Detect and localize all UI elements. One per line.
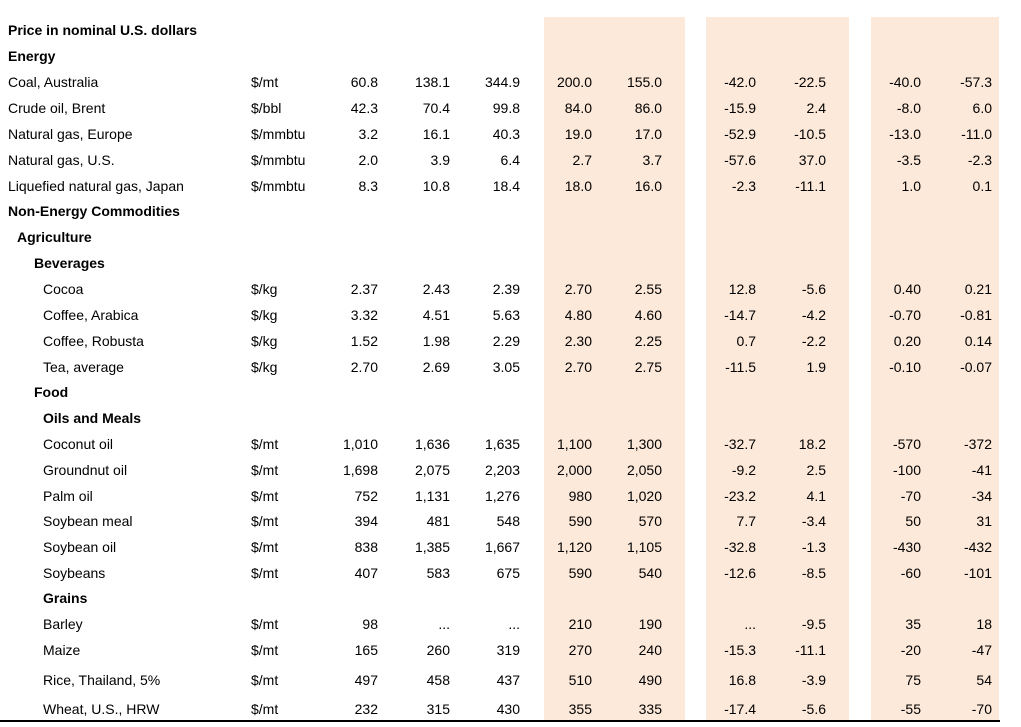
value-cell: 1.0 <box>901 178 921 194</box>
value-cell: 19.0 <box>564 126 592 142</box>
value-cell: 1,385 <box>414 539 450 555</box>
value-cell: 18 <box>976 616 992 632</box>
value-cell: -430 <box>892 539 921 555</box>
value-cell: 190 <box>638 616 662 632</box>
section-header-row <box>0 201 1021 221</box>
value-cell: 2,000 <box>556 462 592 478</box>
value-cell: 980 <box>568 488 592 504</box>
value-cell: 430 <box>496 701 520 717</box>
value-cell: 394 <box>354 513 378 529</box>
section-header-row <box>0 227 1021 247</box>
value-cell: 7.7 <box>736 513 756 529</box>
value-cell: 16.8 <box>728 672 756 688</box>
commodity-label: Natural gas, U.S. <box>8 152 115 168</box>
table-row <box>0 511 1021 531</box>
commodity-label: Rice, Thailand, 5% <box>43 672 161 688</box>
value-cell: -372 <box>963 436 992 452</box>
value-cell: 2.4 <box>806 100 826 116</box>
commodity-label: Barley <box>43 616 83 632</box>
value-cell: 2.29 <box>492 333 520 349</box>
value-cell: -0.07 <box>960 359 992 375</box>
value-cell: 344.9 <box>484 74 520 90</box>
section-label: Energy <box>8 48 56 64</box>
value-cell: 570 <box>638 513 662 529</box>
value-cell: -17.4 <box>724 701 756 717</box>
table-row <box>0 150 1021 170</box>
value-cell: 1.52 <box>350 333 378 349</box>
value-cell: -34 <box>971 488 992 504</box>
value-cell: 4.1 <box>806 488 826 504</box>
commodity-label: Palm oil <box>43 488 93 504</box>
value-cell: -32.8 <box>724 539 756 555</box>
value-cell: -15.9 <box>724 100 756 116</box>
value-cell: 6.4 <box>500 152 520 168</box>
value-cell: 18.0 <box>564 178 592 194</box>
value-cell: 2.30 <box>564 333 592 349</box>
value-cell: 2,203 <box>484 462 520 478</box>
value-cell: 2.39 <box>492 281 520 297</box>
value-cell: 12.8 <box>728 281 756 297</box>
value-cell: 2.43 <box>422 281 450 297</box>
value-cell: 0.1 <box>972 178 992 194</box>
unit-cell: $/kg <box>251 359 278 375</box>
commodity-label: Coffee, Arabica <box>43 307 139 323</box>
value-cell: 2.70 <box>564 359 592 375</box>
table-row <box>0 72 1021 92</box>
value-cell: 3.2 <box>358 126 378 142</box>
commodity-label: Wheat, U.S., HRW <box>43 701 160 717</box>
commodity-label: Crude oil, Brent <box>8 100 106 116</box>
value-cell: 3.7 <box>642 152 662 168</box>
table-row <box>0 563 1021 583</box>
unit-cell: $/kg <box>251 333 278 349</box>
table-row <box>0 279 1021 299</box>
value-cell: 490 <box>638 672 662 688</box>
unit-cell: $/mt <box>251 539 279 555</box>
value-cell: -60 <box>900 565 921 581</box>
table-row <box>0 614 1021 634</box>
commodity-label: Groundnut oil <box>43 462 128 478</box>
value-cell: -13.0 <box>889 126 921 142</box>
value-cell: -9.5 <box>801 616 826 632</box>
value-cell: 18.4 <box>492 178 520 194</box>
commodity-label: Liquefied natural gas, Japan <box>8 178 184 194</box>
value-cell: 1,300 <box>626 436 662 452</box>
table-row <box>0 434 1021 454</box>
value-cell: -101 <box>963 565 992 581</box>
value-cell: 1,100 <box>556 436 592 452</box>
value-cell: 1,636 <box>414 436 450 452</box>
unit-cell: $/mt <box>251 74 279 90</box>
table-row <box>0 124 1021 144</box>
value-cell: 84.0 <box>564 100 592 116</box>
value-cell: ... <box>744 616 756 632</box>
value-cell: 0.40 <box>893 281 921 297</box>
value-cell: -100 <box>892 462 921 478</box>
section-header-row <box>0 46 1021 66</box>
value-cell: -20 <box>900 642 921 658</box>
section-header-row <box>0 588 1021 608</box>
value-cell: 355 <box>568 701 592 717</box>
unit-cell: $/kg <box>251 307 278 323</box>
value-cell: -11.1 <box>795 642 826 658</box>
commodity-label: Tea, average <box>43 359 124 375</box>
unit-cell: $/mt <box>251 565 279 581</box>
value-cell: 540 <box>638 565 662 581</box>
value-cell: 3.05 <box>492 359 520 375</box>
value-cell: 31 <box>976 513 992 529</box>
value-cell: 3.9 <box>430 152 450 168</box>
value-cell: 0.21 <box>964 281 992 297</box>
value-cell: 590 <box>568 565 592 581</box>
table-row <box>0 305 1021 325</box>
value-cell: 1,131 <box>414 488 450 504</box>
table-row <box>0 98 1021 118</box>
commodity-label: Maize <box>43 642 81 658</box>
value-cell: -41 <box>971 462 992 478</box>
value-cell: -42.0 <box>724 74 756 90</box>
table-title-row <box>0 20 1021 40</box>
value-cell: 50 <box>905 513 921 529</box>
section-header-row <box>0 253 1021 273</box>
unit-cell: $/mt <box>251 616 279 632</box>
value-cell: 5.63 <box>492 307 520 323</box>
section-label: Food <box>34 384 69 400</box>
value-cell: 2.0 <box>358 152 378 168</box>
value-cell: -57.3 <box>960 74 992 90</box>
value-cell: 4.60 <box>634 307 662 323</box>
value-cell: ... <box>508 616 520 632</box>
value-cell: 2.75 <box>634 359 662 375</box>
value-cell: 10.8 <box>422 178 450 194</box>
value-cell: 1.98 <box>422 333 450 349</box>
unit-cell: $/bbl <box>251 100 282 116</box>
value-cell: -70 <box>900 488 921 504</box>
commodity-label: Natural gas, Europe <box>8 126 133 142</box>
unit-cell: $/mt <box>251 701 279 717</box>
value-cell: 98 <box>362 616 378 632</box>
value-cell: -3.4 <box>801 513 826 529</box>
value-cell: 16.1 <box>422 126 450 142</box>
value-cell: 54 <box>976 672 992 688</box>
section-label: Beverages <box>34 255 105 271</box>
value-cell: 0.14 <box>964 333 992 349</box>
value-cell: -4.2 <box>801 307 826 323</box>
value-cell: 2.37 <box>350 281 378 297</box>
value-cell: 165 <box>354 642 378 658</box>
table-row <box>0 640 1021 660</box>
value-cell: 2.70 <box>564 281 592 297</box>
value-cell: 240 <box>638 642 662 658</box>
value-cell: -12.6 <box>724 565 756 581</box>
value-cell: 99.8 <box>492 100 520 116</box>
value-cell: 2.5 <box>806 462 826 478</box>
unit-cell: $/mmbtu <box>251 178 306 194</box>
value-cell: 1,010 <box>342 436 378 452</box>
value-cell: 458 <box>426 672 450 688</box>
value-cell: -5.6 <box>801 701 826 717</box>
table-row <box>0 699 1021 719</box>
unit-cell: $/mt <box>251 462 279 478</box>
value-cell: -57.6 <box>724 152 756 168</box>
value-cell: 510 <box>568 672 592 688</box>
value-cell: 1,635 <box>484 436 520 452</box>
value-cell: 548 <box>496 513 520 529</box>
value-cell: 3.32 <box>350 307 378 323</box>
value-cell: 18.2 <box>798 436 826 452</box>
value-cell: 2.70 <box>350 359 378 375</box>
value-cell: 315 <box>426 701 450 717</box>
unit-cell: $/kg <box>251 281 278 297</box>
table-row <box>0 176 1021 196</box>
value-cell: 70.4 <box>422 100 450 116</box>
value-cell: 1,276 <box>484 488 520 504</box>
value-cell: -10.5 <box>794 126 826 142</box>
unit-cell: $/mt <box>251 488 279 504</box>
value-cell: 86.0 <box>634 100 662 116</box>
value-cell: 2.25 <box>634 333 662 349</box>
value-cell: 37.0 <box>798 152 826 168</box>
value-cell: 752 <box>354 488 378 504</box>
table-row <box>0 486 1021 506</box>
value-cell: 2.7 <box>572 152 592 168</box>
value-cell: -570 <box>892 436 921 452</box>
value-cell: 270 <box>568 642 592 658</box>
value-cell: 4.51 <box>422 307 450 323</box>
value-cell: 35 <box>905 616 921 632</box>
value-cell: 260 <box>426 642 450 658</box>
value-cell: 838 <box>354 539 378 555</box>
section-label: Agriculture <box>17 229 92 245</box>
value-cell: -23.2 <box>724 488 756 504</box>
value-cell: -3.9 <box>801 672 826 688</box>
value-cell: 6.0 <box>972 100 992 116</box>
table-row <box>0 357 1021 377</box>
table-row <box>0 460 1021 480</box>
value-cell: 437 <box>496 672 520 688</box>
value-cell: 481 <box>426 513 450 529</box>
commodity-label: Coffee, Robusta <box>43 333 144 349</box>
value-cell: 138.1 <box>414 74 450 90</box>
commodity-label: Coconut oil <box>43 436 114 452</box>
value-cell: 675 <box>496 565 520 581</box>
value-cell: -15.3 <box>724 642 756 658</box>
value-cell: 0.7 <box>736 333 756 349</box>
value-cell: 200.0 <box>556 74 592 90</box>
value-cell: -47 <box>971 642 992 658</box>
value-cell: 60.8 <box>350 74 378 90</box>
commodity-label: Soybeans <box>43 565 106 581</box>
section-header-row <box>0 408 1021 428</box>
value-cell: 17.0 <box>634 126 662 142</box>
value-cell: 210 <box>568 616 592 632</box>
value-cell: -11.1 <box>795 178 826 194</box>
value-cell: 583 <box>426 565 450 581</box>
value-cell: -5.6 <box>801 281 826 297</box>
value-cell: -8.0 <box>896 100 921 116</box>
value-cell: 16.0 <box>634 178 662 194</box>
value-cell: 407 <box>354 565 378 581</box>
table-row <box>0 670 1021 690</box>
section-label: Oils and Meals <box>43 410 142 426</box>
value-cell: -14.7 <box>724 307 756 323</box>
unit-cell: $/mmbtu <box>251 126 306 142</box>
value-cell: 335 <box>638 701 662 717</box>
value-cell: 40.3 <box>492 126 520 142</box>
unit-cell: $/mt <box>251 513 279 529</box>
value-cell: -2.2 <box>801 333 826 349</box>
unit-cell: $/mt <box>251 642 279 658</box>
value-cell: -32.7 <box>724 436 756 452</box>
value-cell: 4.80 <box>564 307 592 323</box>
value-cell: -1.3 <box>801 539 826 555</box>
section-header-row <box>0 382 1021 402</box>
value-cell: 8.3 <box>358 178 378 194</box>
value-cell: -52.9 <box>724 126 756 142</box>
value-cell: 1,667 <box>484 539 520 555</box>
value-cell: -9.2 <box>731 462 756 478</box>
value-cell: 2.69 <box>422 359 450 375</box>
value-cell: -11.0 <box>961 126 992 142</box>
value-cell: 232 <box>354 701 378 717</box>
value-cell: 319 <box>496 642 520 658</box>
value-cell: 75 <box>905 672 921 688</box>
value-cell: ... <box>438 616 450 632</box>
value-cell: 497 <box>354 672 378 688</box>
value-cell: 42.3 <box>350 100 378 116</box>
commodity-label: Cocoa <box>43 281 84 297</box>
table-row <box>0 331 1021 351</box>
value-cell: 0.20 <box>893 333 921 349</box>
value-cell: 2,050 <box>626 462 662 478</box>
value-cell: -0.70 <box>889 307 921 323</box>
value-cell: 1,698 <box>342 462 378 478</box>
table-title: Price in nominal U.S. dollars <box>8 22 198 38</box>
value-cell: 1.9 <box>806 359 826 375</box>
value-cell: -40.0 <box>889 74 921 90</box>
value-cell: -22.5 <box>794 74 826 90</box>
value-cell: -3.5 <box>896 152 921 168</box>
unit-cell: $/mt <box>251 672 279 688</box>
table-row <box>0 537 1021 557</box>
table-bottom-rule <box>0 720 1000 722</box>
value-cell: 1,120 <box>556 539 592 555</box>
value-cell: -432 <box>963 539 992 555</box>
value-cell: 1,105 <box>626 539 662 555</box>
value-cell: 2.55 <box>634 281 662 297</box>
value-cell: 590 <box>568 513 592 529</box>
section-label: Grains <box>43 590 88 606</box>
section-label: Non-Energy Commodities <box>8 203 180 219</box>
commodity-label: Soybean oil <box>43 539 117 555</box>
value-cell: -8.5 <box>801 565 826 581</box>
value-cell: -0.10 <box>889 359 921 375</box>
value-cell: -2.3 <box>731 178 756 194</box>
value-cell: -70 <box>971 701 992 717</box>
value-cell: 2,075 <box>414 462 450 478</box>
value-cell: -11.5 <box>725 359 756 375</box>
value-cell: 155.0 <box>626 74 662 90</box>
value-cell: -2.3 <box>967 152 992 168</box>
value-cell: 1,020 <box>626 488 662 504</box>
commodity-label: Soybean meal <box>43 513 133 529</box>
value-cell: -0.81 <box>960 307 992 323</box>
commodity-label: Coal, Australia <box>8 74 99 90</box>
value-cell: -55 <box>900 701 921 717</box>
unit-cell: $/mt <box>251 436 279 452</box>
unit-cell: $/mmbtu <box>251 152 306 168</box>
